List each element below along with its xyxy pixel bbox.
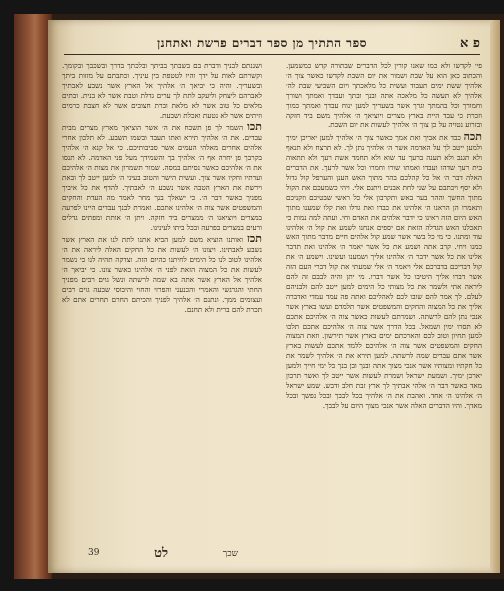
paragraph [62, 234, 262, 314]
paragraph-text: כבד את אביך ואת אמך כאשר צוך ה׳ אלהיך למען יאריכן ימיך ולמען ייטב לך על האדמה אשר ה׳ אלהיך נתן לך. לא תרצח ולא תנאף ולא תגנב ולא תענה ברעך עד שוא ולא תחמד אשת רעך ולא תתאוה בית רעך שדהו ועבדו ואמתו שורו וחמרו וכל אשר לרעך. את הדברים האלה דבר ה׳ אל כל קהלכם בהר מתוך האש הענן והערפל קול גדול ולא יסף ויכתבם על שני לחת אבנים ויתנם אלי. ויהי כשמעכם את הקול מתוך החשך וההר בער באש ותקרבון אלי כל ראשי שבטיכם וזקניכם ותאמרו הן הראנו ה׳ אלהינו את כבדו ואת גדלו ואת קלו שמענו מתוך האש היום הזה ראינו כי ידבר אלהים את האדם וחי. ועתה למה נמות כי תאכלנו האש הגדלה הזאת אם יספים אנחנו לשמע את קול ה׳ אלהינו עוד ומתנו. כי מי כל בשר אשר שמע קול אלהים חיים מדבר מתוך האש כמנו ויחי. קרב אתה ושמע את כל אשר יאמר ה׳ אלהינו ואת תדבר אלינו את כל אשר ידבר ה׳ אלהינו אליך ושמענו ועשינו. וישמע ה׳ את קול דבריכם בדברכם אלי ויאמר ה׳ אלי שמעתי את קול דברי העם הזה אשר דברו אליך היטיבו כל אשר דברו. מי יתן והיה לבבם זה להם ליראה אתי ולשמר את כל מצותי כל הימים למען ייטב להם ולבניהם לעלם. לך אמר להם שובו לכם לאהליכם ואתה פה עמד עמדי ואדברה אליך את כל המצוה והחקים והמשפטים אשר תלמדם ועשו בארץ אשר אנכי נתן להם לרשתה. ושמרתם לעשות כאשר צוה ה׳ אלהיכם אתכם לא תסרו ימין ושמאל. בכל הדרך אשר צוה ה׳ אלהיכם אתכם תלכו למען תחיון וטוב לכם והארכתם ימים בארץ אשר תירשון. וזאת המצוה החקים והמשפטים אשר צוה ה׳ אלהיכם ללמד אתכם לעשות בארץ אשר אתם עברים שמה לרשתה. למען תירא את ה׳ אלהיך לשמר את כל חקתיו ומצותיו אשר אנכי מצוך אתה ובנך ובן בנך כל ימי חייך ולמען יארכן ימיך. ושמעת ישראל ושמרת לעשות אשר ייטב לך ואשר תרבון מאד כאשר דבר ה׳ אלהי אבתיך לך ארץ זבת חלב ודבש. שמע ישראל ה׳ אלהינו ה׳ אחד. ואהבת את ה׳ אלהיך בכל לבבך ובכל נפשך ובכל מאדך. והיו הדברים האלה אשר אנכי מצוך היום על לבבך. [286, 133, 482, 410]
header-rule [64, 54, 480, 55]
catchword: שכך [222, 548, 238, 559]
section-marker: תכז [246, 232, 262, 246]
page-number: 39 [88, 548, 100, 558]
book-page [48, 20, 500, 573]
section-marker: תכה [463, 130, 482, 144]
signature-mark: לט [154, 546, 169, 561]
book-spine [14, 14, 52, 579]
paragraph [286, 132, 482, 410]
paragraph-text: ואותנו הוציא משם למען הביא אתנו לתת לנו את הארץ אשר נשבע לאבתינו. ויצונו ה׳ לעשות את כל החקים האלה ליראה את ה׳ אלהינו לטוב לנו כל הימים לחיתנו כהיום הזה. וצדקה תהיה לנו כי נשמר לעשות את כל המצוה הזאת לפני ה׳ אלהינו כאשר צונו. כי יביאך ה׳ אלהיך אל הארץ אשר אתה בא שמה לרשתה ונשל גוים רבים מפניך החתי והגרגשי והאמרי והכנעני והפרזי והחוי והיבוסי שבעה גוים רבים ועצומים ממך. ונתנם ה׳ אלהיך לפניך והכיתם החרם תחרים אתם לא תכרת להם ברית ולא תחנם. [62, 235, 262, 314]
paragraph-text: ושננתם לבניך ודברת בם בשבתך בביתך ובלכתך בדרך ובשכבך ובקומך. וקשרתם לאות על ידך והיו לטטפת בין עיניך. וכתבתם על מזזות ביתך ובשעריך. והיה כי יביאך ה׳ אלהיך אל הארץ אשר נשבע לאבתיך לאברהם ליצחק וליעקב לתת לך ערים גדלת וטבת אשר לא בנית. ובתים מלאים כל טוב אשר לא מלאת וברת חצובים אשר לא חצבת כרמים וזיתים אשר לא נטעת ואכלת ושבעת. [62, 61, 262, 120]
book [14, 14, 504, 579]
page-edge [490, 20, 500, 573]
paragraph-text: השמר לך פן תשכח את ה׳ אשר הוציאך מארץ מצרים מבית עבדים. את ה׳ אלהיך תירא ואתו תעבד ובשמו תשבע. לא תלכון אחרי אלהים אחרים מאלהי העמים אשר סביבותיכם. כי אל קנא ה׳ אלהיך בקרבך פן יחרה אף ה׳ אלהיך בך והשמידך מעל פני האדמה. לא תנסו את ה׳ אלהיכם כאשר נסיתם במסה. שמור תשמרון את מצות ה׳ אלהיכם ועדתיו וחקיו אשר צוך. ועשית הישר והטוב בעיני ה׳ למען ייטב לך ובאת וירשת את הארץ הטבה אשר נשבע ה׳ לאבתיך. להדף את כל איביך מפניך כאשר דבר ה׳. כי ישאלך בנך מחר לאמר מה העדת והחקים והמשפטים אשר צוה ה׳ אלהינו אתכם. ואמרת לבנך עבדים היינו לפרעה במצרים ויוציאנו ה׳ ממצרים ביד חזקה. ויתן ה׳ אותת ומפתים גדלים ורעים במצרים בפרעה ובכל ביתו לעינינו. [62, 123, 262, 232]
leaf-number: פ א [460, 36, 480, 51]
paragraph [62, 122, 262, 232]
paragraph [62, 60, 262, 120]
paragraph-text: פי׳ לקדשו ולא כמו שאנו קורין לכל הדברים שבתורה קדש כמשמען. והכתוב כאן הוא על שבת ושמור את יום השבת לקדשו כאשר צוך ה׳ אלהיך ששת ימים תעבוד ועשית כל מלאכתך ויום השביעי שבת לה׳ אלהיך לא תעשה כל מלאכה אתה ובנך ובתך ועבדך ואמתך ושורך וחמורך וכל בהמתך וגרך אשר בשעריך למען ינוח עבדך ואמתך כמוך וזכרת כי עבד היית בארץ מצרים ויוציאך ה׳ אלהיך משם ביד חזקה ובזרוע נטויה על כן צוך ה׳ אלהיך לעשות את יום השבת. [286, 61, 482, 130]
page-footer [88, 545, 238, 561]
header-title: ספר התתיך מן ספר דברים פרשת ואתחנן [157, 35, 367, 50]
running-header [64, 32, 480, 54]
section-marker: תכו [247, 120, 262, 134]
right-column [286, 60, 482, 541]
paragraph [286, 60, 482, 130]
left-column [62, 60, 262, 541]
